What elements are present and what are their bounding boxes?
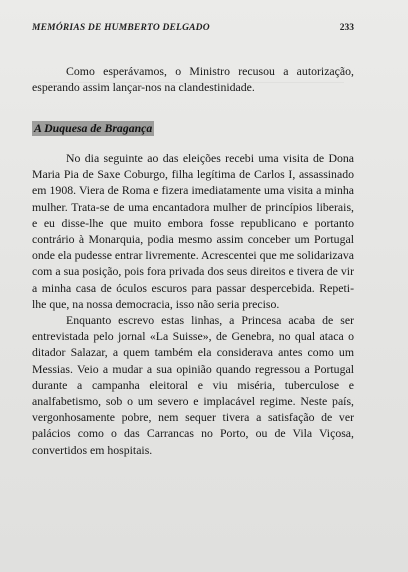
section-heading: A Duquesa de Bragança [34,121,153,135]
page-number: 233 [339,23,354,33]
page-header [32,23,354,33]
running-title: MEMÓRIAS DE HUMBERTO DELGADO [32,23,210,33]
paragraph-visit: No dia seguinte ao das eleições recebi uma visita de Dona Maria Pia de Saxe Coburgo, filha legítima de Carlos I, assassinado em 1908. Viera de Roma e fizera imediatamente uma visita a minha mulher. Trata-se de uma encantadora mulher de princípios liberais, e eu disse-lhe que muito embora fosse republicano e portanto contrário à Monarquia, podia mesmo assim conceber um Portugal onde ela pudesse entrar livremente. Acrescentei que me solidarizava com a sua posição, pois fora privada dos seus direitos e tivera de vir a minha casa de óculos escuros para passar despercebida. Repeti-lhe que, na nossa democracia, isso não seria preciso. [32,151,354,311]
intro-paragraph: Como esperávamos, o Ministro recusou a autorização, esperando assim lançar-nos na clandestinidade. [32,64,354,95]
section-body [32,150,354,458]
paragraph-interview: Enquanto escrevo estas linhas, a Princesa acaba de ser entrevistada pelo jornal «La Suisse», de Genebra, no qual ataca o ditador Salazar, a quem também ela considerava antes como um Messias. Veio a mudar a sua opinião quando regressou a Portugal durante a campanha eleitoral e viu miséria, tuberculose e analfabetismo, sob o um severo e implacável regime. Neste país, vergonhosamente pobre, nem sequer tivera a satisfação de ver palácios como o das Carrancas no Porto, ou de Vila Viçosa, convertidos em hospitais. [32,313,354,457]
intro-block [32,63,354,95]
